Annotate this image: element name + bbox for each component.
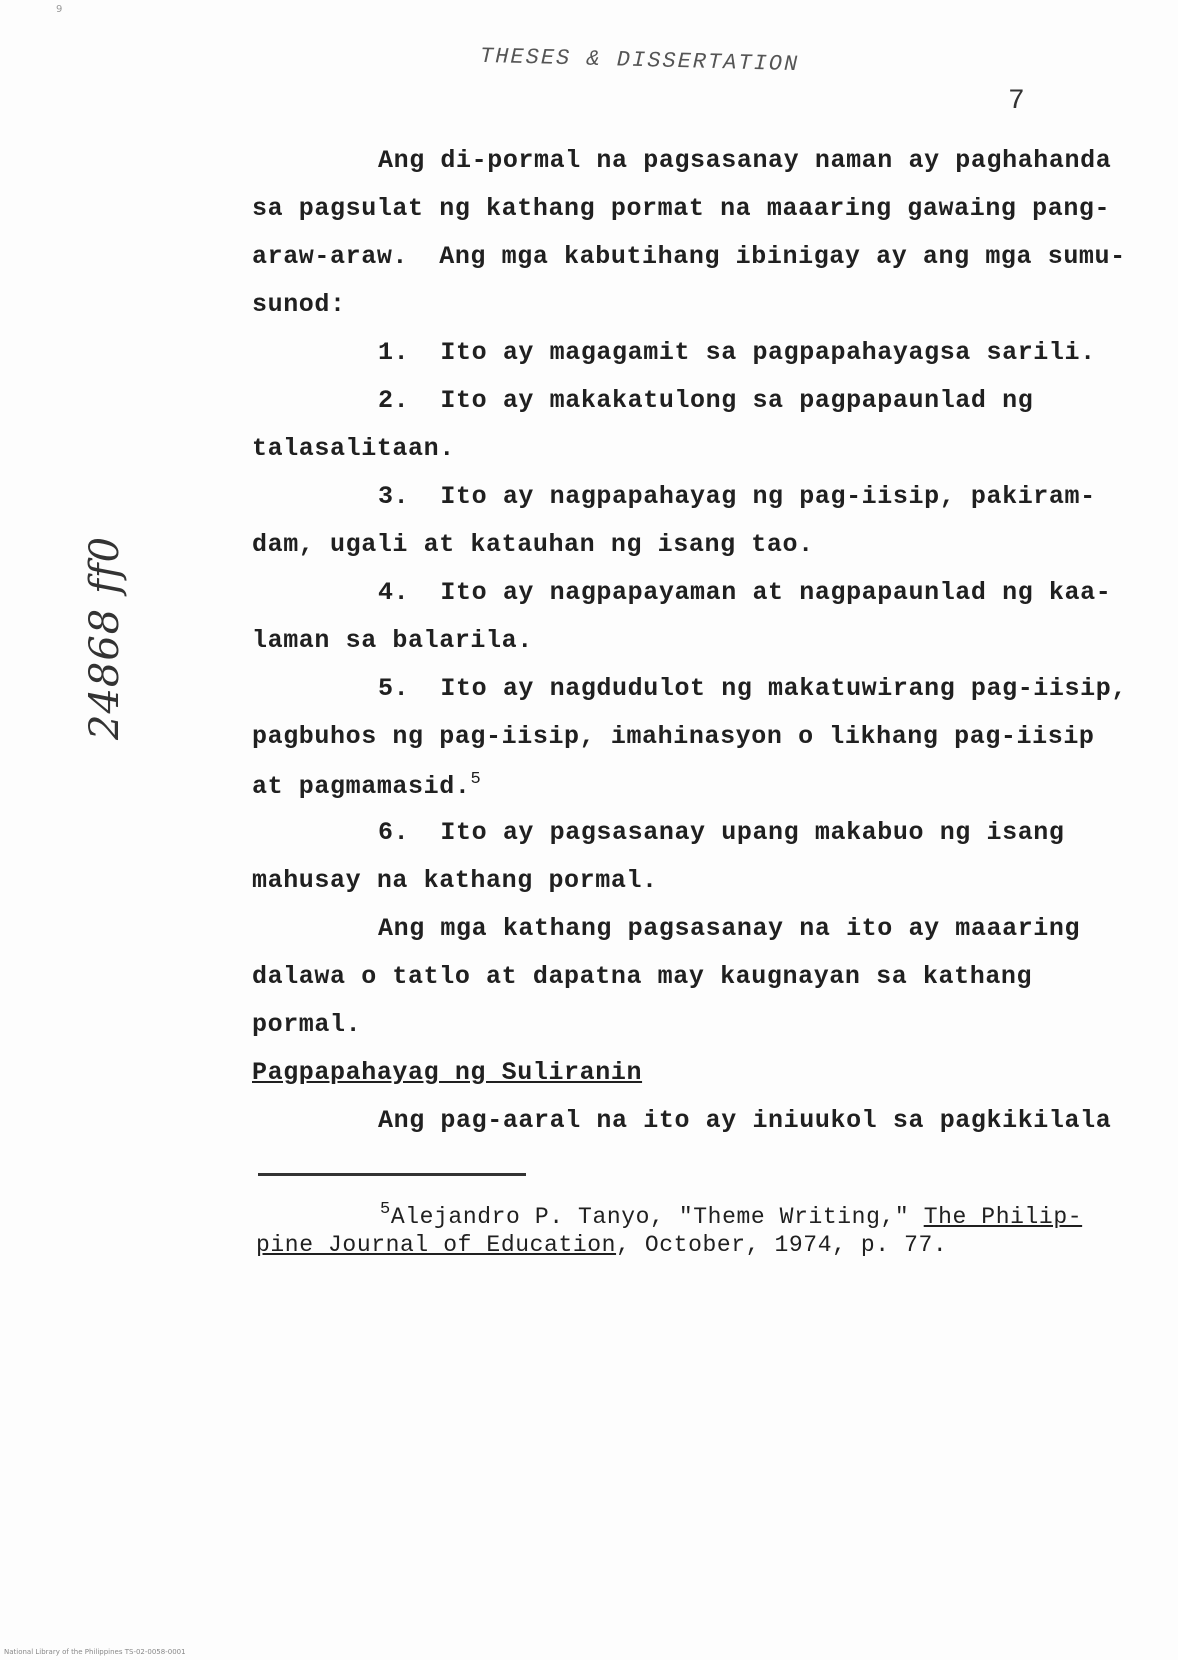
footnote-author-title: Alejandro P. Tanyo, "Theme Writing," [390,1204,924,1230]
list-item-text: at pagmamasid. [252,772,471,801]
list-item-continuation: mahusay na kathang pormal. [252,866,658,895]
footnote-line [256,1232,947,1258]
footnote-journal: pine Journal of Education [256,1232,617,1258]
paragraph-line: sa pagsulat ng kathang pormat na maaaring gawaing pang- [252,194,1111,223]
footnote-citation-rest: , October, 1974, p. 77. [616,1232,948,1258]
list-item-continuation: laman sa balarila. [252,626,533,655]
list-item: 2. Ito ay makakatulong sa pagpapaunlad ng [378,386,1034,415]
footnote-number: 5 [380,1200,391,1219]
corner-mark: 9 [56,4,63,15]
handwritten-margin-note: 24868 ff0 [82,535,128,740]
footnote-journal: The Philip- [923,1204,1083,1230]
page-number: 7 [1008,86,1025,117]
paragraph-line: dalawa o tatlo at dapatna may kaugnayan sa kathang [252,962,1033,991]
list-item: 5. Ito ay nagdudulot ng makatuwirang pag-iisip, [378,674,1127,703]
paragraph-line: pormal. [252,1010,362,1039]
list-item: 6. Ito ay pagsasanay upang makabuo ng isang [378,818,1065,847]
list-item: 4. Ito ay nagpapayaman at nagpapaunlad ng kaa- [378,578,1112,607]
paragraph-line: Ang pag-aaral na ito ay iniuukol sa pagkikilala [378,1106,1112,1135]
paragraph-line: Ang di-pormal na pagsasanay naman ay paghahanda [378,146,1112,175]
list-item: 1. Ito ay magagamit sa pagpapahayagsa sarili. [378,338,1096,367]
paragraph-line: sunod: [252,290,346,319]
list-item-continuation: talasalitaan. [252,434,455,463]
list-item-continuation: pagbuhos ng pag-iisip, imahinasyon o likhang pag-iisip [252,722,1095,751]
footnote-line [380,1200,1082,1230]
section-heading: Pagpapahayag ng Suliranin [252,1058,643,1087]
list-item-continuation [252,770,481,801]
theses-stamp: THESES & DISSERTATION [479,43,800,78]
footnote-reference: 5 [470,770,482,789]
paragraph-line: araw-araw. Ang mga kabutihang ibinigay ay ang mga sumu- [252,242,1126,271]
list-item: 3. Ito ay nagpapahayag ng pag-iisip, pakiram- [378,482,1096,511]
archive-footer: National Library of the Philippines TS-02-0058-0001 [4,1648,186,1656]
paragraph-line: Ang mga kathang pagsasanay na ito ay maaaring [378,914,1081,943]
footnote-divider [258,1173,526,1176]
list-item-continuation: dam, ugali at katauhan ng isang tao. [252,530,814,559]
